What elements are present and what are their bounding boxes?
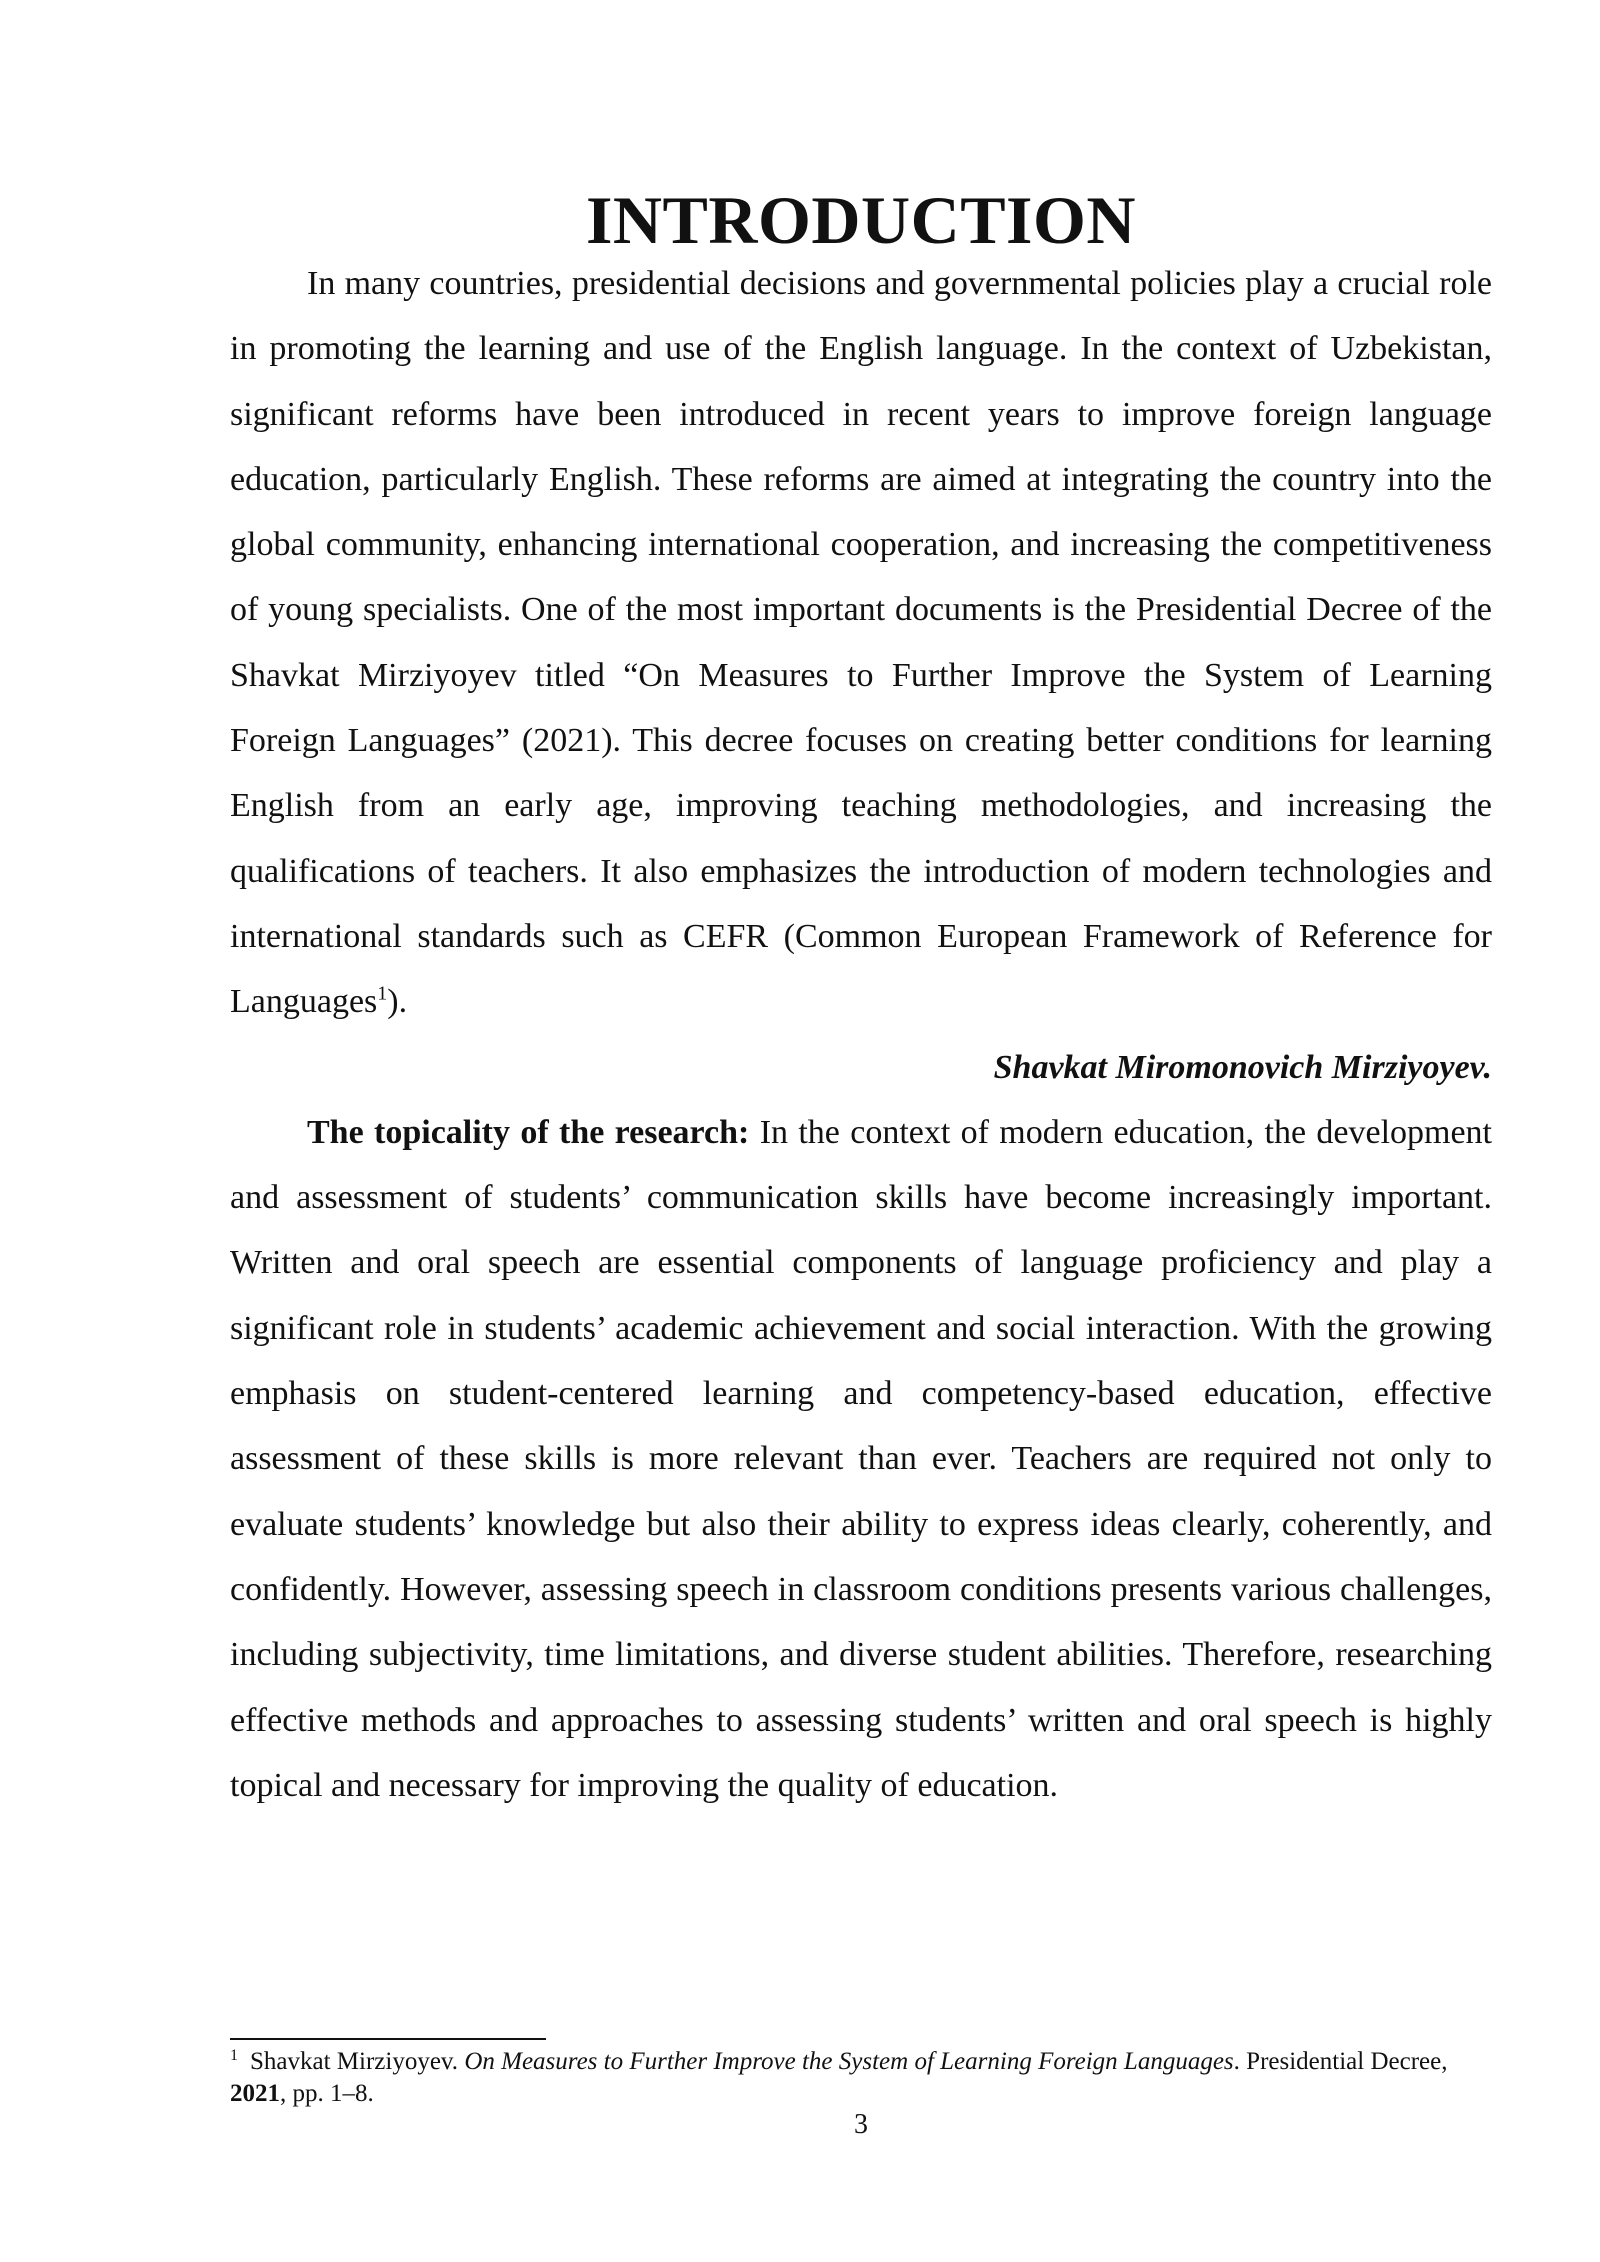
intro-paragraph-end: ). xyxy=(387,983,408,1021)
footnote-publisher: . Presidential Decree, xyxy=(1233,2048,1448,2075)
page-number: 3 xyxy=(854,2109,868,2140)
signature: Shavkat Miromonovich Mirziyoyev. xyxy=(993,1048,1492,1086)
intro-paragraph-text: In many countries, presidential decisions and governmental policies play a crucial role in promoting the learning and use of the English language. In the context of Uzbekistan, significant reforms have been introduced in recent years to improve foreign language education, particularly English. These reforms are aimed at integrating the country into the global community, enhancing international cooperation, and increasing the competitiveness of young specialists. One of the most important documents is the Presidential Decree of the Shavkat Mirziyoyev titled “On Measures to Further Improve the System of Learning Foreign Languages” (2021). This decree focuses on creating better conditions for learning English from an early age, improving teaching methodologies, and increasing the qualifications of teachers. It also emphasizes the introduction of modern technologies and international standards such as CEFR (Common European Framework of Reference for Languages xyxy=(230,265,1492,1021)
topicality-lead: The topicality of the research: xyxy=(307,1113,750,1151)
page-content xyxy=(230,182,1492,1818)
footnote-reference: 1 xyxy=(377,982,388,1005)
footnote-pages: , pp. 1–8. xyxy=(280,2080,374,2107)
footnote-title: On Measures to Further Improve the System of Learning Foreign Languages xyxy=(464,2048,1234,2075)
topicality-body: In the context of modern education, the development and assessment of students’ communication skills have become increasingly important. Written and oral speech are essential components of language proficiency and play a significant role in students’ academic achievement and social interaction. With the growing emphasis on student-centered learning and competency-based education, effective assessment of these skills is more relevant than ever. Teachers are required not only to evaluate students’ knowledge but also their ability to express ideas clearly, coherently, and confidently. However, assessing speech in classroom conditions presents various challenges, including subjectivity, time limitations, and diverse student abilities. Therefore, researching effective methods and approaches to assessing students’ written and oral speech is highly topical and necessary for improving the quality of education. xyxy=(230,1113,1492,1804)
page-title: INTRODUCTION xyxy=(585,182,1137,258)
footnote-author: Shavkat Mirziyoyev. xyxy=(250,2048,465,2075)
footnote-divider xyxy=(230,2038,546,2040)
footnote-year: 2021 xyxy=(230,2080,280,2107)
topicality-paragraph xyxy=(230,1100,1492,1818)
footnote-number: 1 xyxy=(230,2046,238,2064)
footnote xyxy=(230,2046,1492,2110)
intro-paragraph xyxy=(230,251,1492,1035)
